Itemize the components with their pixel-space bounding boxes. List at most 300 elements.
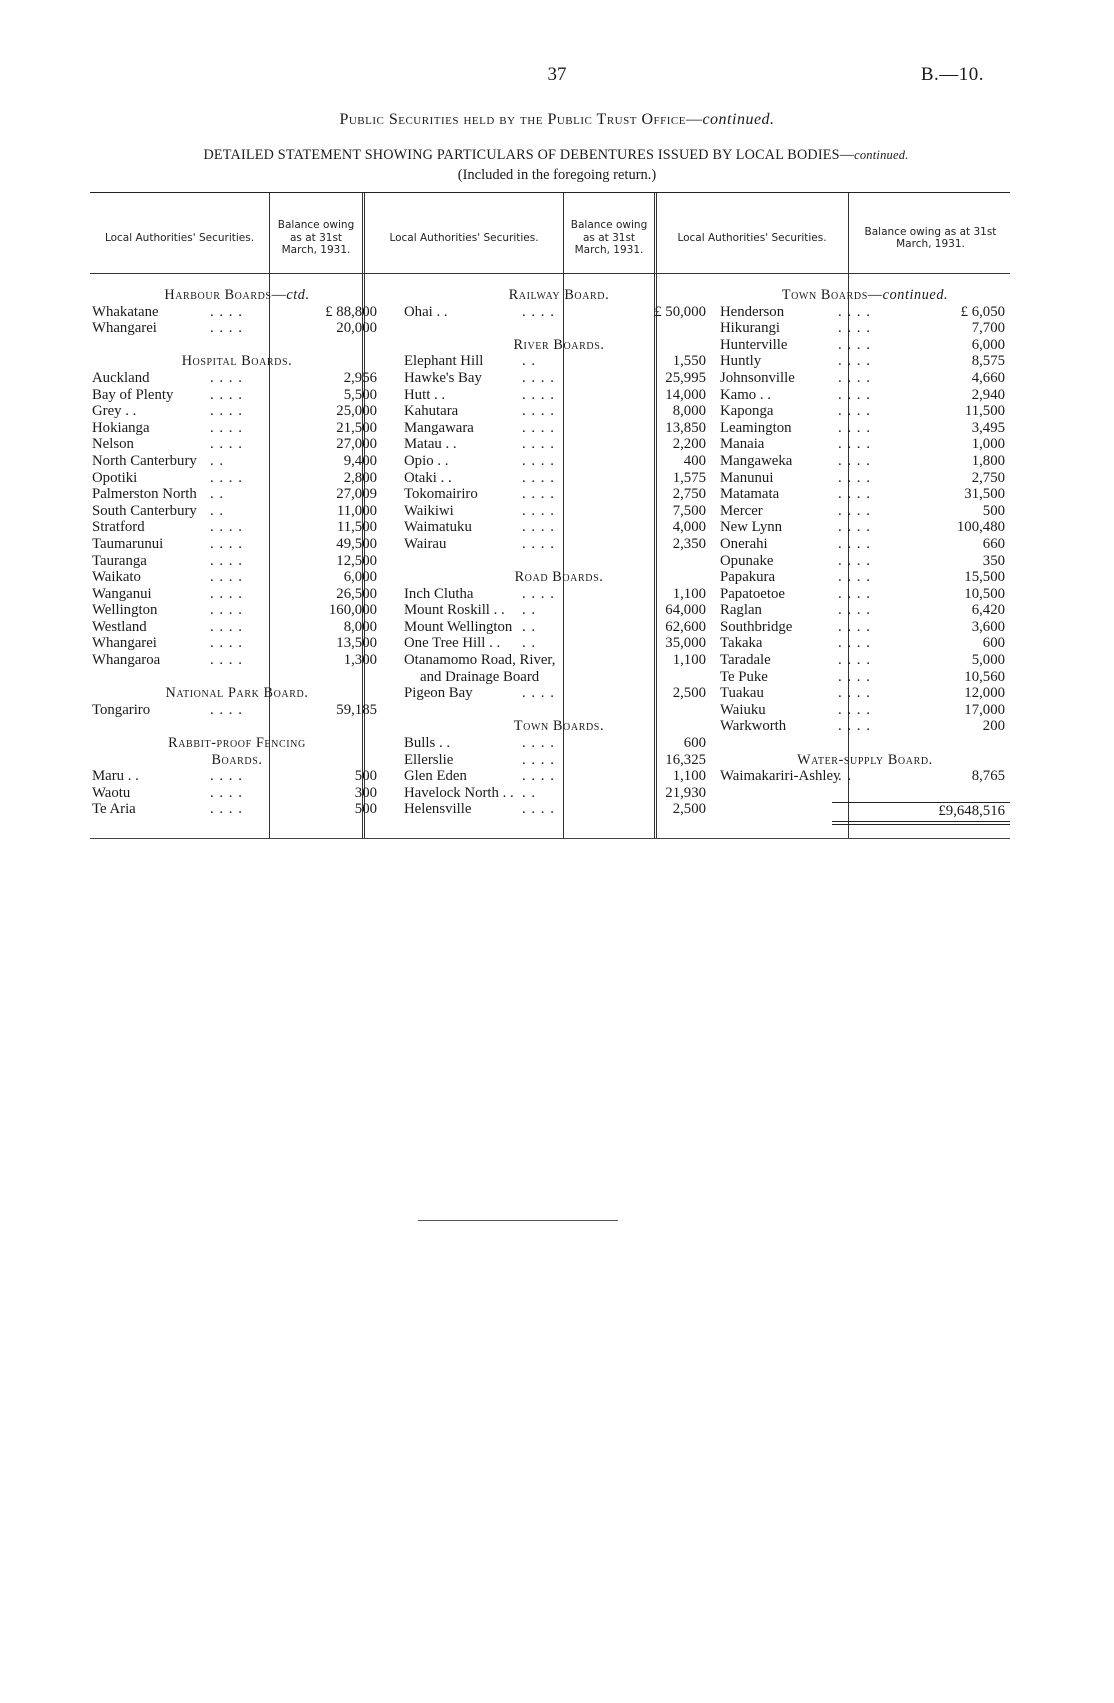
leader-dots: . . . . [838, 701, 871, 718]
leader-dots: . . [522, 784, 537, 801]
table-row [92, 536, 382, 553]
leader-dots: . . . . [838, 419, 871, 436]
authority-name: Tauranga [92, 552, 147, 569]
balance-value: 3,600 [971, 618, 1005, 635]
table-note: (Included in the foregoing return.) [457, 167, 657, 183]
leader-dots: . . . . [838, 668, 871, 685]
authority-name: Glen Eden [404, 768, 467, 785]
balance-value: 2,500 [672, 801, 706, 818]
authority-name: Hutt . . [404, 386, 446, 403]
leader-dots: . . . . [522, 486, 555, 503]
section-heading-text: Railway Board. [508, 287, 610, 303]
authority-name: Wanganui [92, 585, 152, 602]
leader-dots: . . . . [838, 469, 871, 486]
column-header-securities: Local Authorities' Securities. [104, 231, 255, 244]
column-header-balance: Balance owing as at 31st March, 1931. [864, 225, 997, 250]
authority-name: Henderson [720, 303, 785, 320]
table-row [720, 519, 1010, 536]
spacer-row [404, 320, 714, 337]
balance-value: 4,660 [971, 369, 1005, 386]
authority-name: Whangarei [92, 320, 157, 337]
authority-name: Papatoetoe [720, 585, 785, 602]
section-heading-continued: ctd. [286, 287, 310, 303]
authority-name: Johnsonville [720, 369, 795, 386]
leader-dots: . . . . [210, 618, 243, 635]
leader-dots: . . . . [838, 452, 871, 469]
leader-dots: . . . . [210, 801, 243, 818]
balance-value: 6,420 [971, 602, 1005, 619]
leader-dots: . . . . [838, 386, 871, 403]
section-heading-text: Harbour Boards— [164, 287, 287, 303]
balance-value: 11,500 [964, 403, 1005, 420]
section-heading [92, 735, 382, 752]
authority-name: Warkworth [720, 718, 787, 735]
authority-name: Mangaweka [720, 452, 793, 469]
leader-dots: . . . . [838, 336, 871, 353]
leader-dots: . . . . [210, 419, 243, 436]
section-heading [720, 752, 1010, 769]
table-row [92, 304, 382, 321]
table-row [404, 453, 714, 470]
balance-value: 660 [982, 535, 1005, 552]
authority-name: Onerahi [720, 535, 768, 552]
table-row [720, 436, 1010, 453]
authority-name: and Drainage Board [420, 668, 540, 685]
balance-value: £ 6,050 [960, 303, 1005, 320]
leader-dots: . . . . [522, 403, 555, 420]
leader-dots: . . . . [522, 419, 555, 436]
leader-dots: . . . . [210, 585, 243, 602]
table-row [92, 553, 382, 570]
balance-value: 6,000 [343, 569, 377, 586]
balance-value: 11,500 [336, 519, 377, 536]
authority-name: Takaka [720, 635, 763, 652]
leader-dots: . . . . [210, 369, 243, 386]
leader-dots: . . . . [838, 685, 871, 702]
balance-value: 25,995 [665, 369, 706, 386]
balance-value: 500 [354, 768, 377, 785]
leader-dots: . . . . [522, 436, 555, 453]
leader-dots: . . . . [838, 552, 871, 569]
table-row [720, 453, 1010, 470]
authority-name: Mangawara [404, 419, 474, 436]
authority-name: Tuakau [720, 685, 764, 702]
authority-name: Ellerslie [404, 751, 454, 768]
balance-value: 6,000 [971, 336, 1005, 353]
leader-dots: . . [210, 502, 225, 519]
authority-name: Papakura [720, 569, 776, 586]
leader-dots: . . . . [210, 303, 243, 320]
table-row [720, 420, 1010, 437]
leader-dots: . . . . [838, 635, 871, 652]
balance-value: 2,750 [971, 469, 1005, 486]
balance-value: 4,000 [672, 519, 706, 536]
balance-value: 64,000 [665, 602, 706, 619]
total-row [720, 803, 1010, 820]
balance-value: 12,000 [964, 685, 1005, 702]
leader-dots: . . . . [522, 535, 555, 552]
balance-value: £ 88,800 [325, 303, 377, 320]
balance-value: 25,000 [336, 403, 377, 420]
column-header-balance: Balance owing as at 31st March, 1931. [277, 219, 355, 257]
balance-value: 100,480 [956, 519, 1005, 536]
authority-name: Hikurangi [720, 320, 780, 337]
leader-dots: . . . . [838, 502, 871, 519]
authority-name: Taumarunui [92, 535, 164, 552]
table-row [720, 569, 1010, 586]
leader-dots: . . . . [210, 701, 243, 718]
balance-value: 5,500 [343, 386, 377, 403]
leader-dots: . . . . [838, 403, 871, 420]
leader-dots: . . . . [838, 486, 871, 503]
table-row [92, 602, 382, 619]
leader-dots: . . . . [210, 768, 243, 785]
leader-dots: . . . . [522, 469, 555, 486]
table-row [404, 536, 714, 553]
leader-dots: . . . . [838, 519, 871, 536]
section-heading [92, 685, 382, 702]
section-heading-text: Town Boards— [781, 287, 883, 303]
authority-name: Otaki . . [404, 469, 452, 486]
spacer-row [92, 337, 382, 354]
balance-value: 15,500 [964, 569, 1005, 586]
table-row [404, 470, 714, 487]
leader-dots: . . . . [522, 519, 555, 536]
table-row [92, 403, 382, 420]
table-row [404, 370, 714, 387]
authority-name: Waimatuku [404, 519, 472, 536]
authority-name: Hokianga [92, 419, 150, 436]
table-row [720, 652, 1010, 669]
leader-dots: . . . . [522, 768, 555, 785]
balance-value: 200 [982, 718, 1005, 735]
table-row [92, 519, 382, 536]
spacer-row [720, 785, 1010, 802]
balance-value: 21,930 [665, 784, 706, 801]
table-row [92, 436, 382, 453]
balance-value: 2,200 [672, 436, 706, 453]
authority-name: Raglan [720, 602, 762, 619]
column-group-3 [720, 287, 1010, 820]
balance-value: 12,500 [336, 552, 377, 569]
balance-value: 5,000 [971, 652, 1005, 669]
table-row [404, 403, 714, 420]
table-row [92, 420, 382, 437]
authority-name: Taradale [720, 652, 771, 669]
table-row [720, 669, 1010, 686]
authority-name: South Canterbury [92, 502, 197, 519]
column-header-balance: Balance owing as at 31st March, 1931. [570, 219, 648, 257]
section-heading [92, 287, 382, 304]
page-number: 37 [547, 64, 567, 85]
balance-value: 17,000 [964, 701, 1005, 718]
balance-value: 62,600 [665, 618, 706, 635]
leader-dots: . . . . [210, 652, 243, 669]
balance-value: 27,000 [336, 436, 377, 453]
authority-name: Leamington [720, 419, 792, 436]
balance-value: 8,765 [971, 768, 1005, 785]
table-row [720, 470, 1010, 487]
balance-value: 600 [982, 635, 1005, 652]
balance-value: 2,956 [343, 369, 377, 386]
header-rule [90, 273, 1010, 274]
leader-dots: . . . . [522, 452, 555, 469]
authority-name: Waiuku [720, 701, 766, 718]
leader-dots: . . . . [522, 685, 555, 702]
table-row [92, 801, 382, 818]
leader-dots: . . . . [210, 535, 243, 552]
authority-name: Tokomairiro [404, 486, 478, 503]
table-row [92, 569, 382, 586]
section-heading-text: Road Boards. [514, 569, 604, 586]
balance-value: 500 [354, 801, 377, 818]
authority-name: Matau . . [404, 436, 457, 453]
authority-name: New Lynn [720, 519, 783, 536]
section-heading-text: National Park Board. [165, 685, 309, 702]
leader-dots: . . . . [210, 784, 243, 801]
table-row [720, 619, 1010, 636]
balance-value: £ 50,000 [654, 303, 706, 320]
table-row [720, 685, 1010, 702]
section-heading [720, 287, 1010, 304]
leader-dots: . . . . [838, 652, 871, 669]
table-row [92, 652, 382, 669]
balance-value: 20,000 [336, 320, 377, 337]
balance-value: 2,940 [971, 386, 1005, 403]
balance-value: 600 [683, 735, 706, 752]
authority-name: Maru . . [92, 768, 139, 785]
section-heading [92, 353, 382, 370]
authority-name: Wellington [92, 602, 158, 619]
leader-dots: . . . . [210, 386, 243, 403]
authority-name: Matamata [720, 486, 780, 503]
table-row [92, 470, 382, 487]
leader-dots: . . . . [210, 436, 243, 453]
authority-name: Mount Wellington [404, 618, 513, 635]
balance-value: 1,000 [971, 436, 1005, 453]
balance-value: 1,550 [672, 353, 706, 370]
authority-name: Whangaroa [92, 652, 161, 669]
title-text: Public Securities held by the Public Trust Office— [339, 111, 703, 128]
balance-value: 13,850 [665, 419, 706, 436]
column-header-securities: Local Authorities' Securities. [389, 231, 539, 244]
table-row [404, 353, 714, 370]
table-row [404, 752, 714, 769]
section-heading [92, 752, 382, 769]
section-heading-text: River Boards. [513, 336, 605, 353]
leader-dots: . . [210, 486, 225, 503]
balance-value: 2,350 [672, 535, 706, 552]
table-row [92, 503, 382, 520]
balance-value: 21,500 [336, 419, 377, 436]
leader-dots: . . . . [210, 569, 243, 586]
leader-dots: . . . . [838, 369, 871, 386]
authority-name: Otanamomo Road, River, [404, 652, 556, 669]
authority-name: Waikato [92, 569, 141, 586]
balance-value: 1,575 [672, 469, 706, 486]
page-subtitle [96, 147, 1016, 164]
authority-name: Auckland [92, 369, 150, 386]
balance-value: 59,185 [336, 701, 377, 718]
column-group-1 [92, 287, 382, 818]
table-row [720, 768, 1010, 785]
leader-dots: . . . . [838, 585, 871, 602]
table-row [92, 635, 382, 652]
balance-value: 26,500 [336, 585, 377, 602]
table-row [720, 320, 1010, 337]
table-row [720, 403, 1010, 420]
table-row [720, 536, 1010, 553]
authority-name: Huntly [720, 353, 762, 370]
table-row [404, 519, 714, 536]
table-row [404, 503, 714, 520]
authority-name: Havelock North . . [404, 784, 514, 801]
table-row [720, 337, 1010, 354]
leader-dots: . . [522, 602, 537, 619]
table-row [404, 619, 714, 636]
table-row [720, 602, 1010, 619]
column-group-2 [404, 287, 714, 818]
authority-name: Bay of Plenty [92, 386, 174, 403]
balance-value: 10,560 [964, 668, 1005, 685]
authority-name: Manunui [720, 469, 774, 486]
authority-name: Kamo . . [720, 386, 771, 403]
leader-dots: . . . . [838, 320, 871, 337]
table-row [404, 801, 714, 818]
balance-value: 7,500 [672, 502, 706, 519]
table-row [404, 586, 714, 603]
balance-value: 400 [683, 452, 706, 469]
balance-value: 3,495 [971, 419, 1005, 436]
balance-value: 11,000 [336, 502, 377, 519]
balance-value: 49,500 [336, 535, 377, 552]
table-row [404, 669, 714, 686]
authority-name: Elephant Hill [404, 353, 484, 370]
document-reference: B.—10. [920, 64, 984, 85]
balance-value: 16,325 [665, 751, 706, 768]
table-row [404, 486, 714, 503]
authority-name: North Canterbury [92, 452, 197, 469]
leader-dots: . . . . [210, 469, 243, 486]
leader-dots: . . . . [838, 618, 871, 635]
leader-dots: . . [838, 768, 853, 785]
table-row [720, 586, 1010, 603]
leader-dots: . . . . [210, 552, 243, 569]
table-row [92, 586, 382, 603]
leader-dots: . . [522, 618, 537, 635]
leader-dots: . . [210, 452, 225, 469]
leader-dots: . . . . [522, 502, 555, 519]
leader-dots: . . . . [522, 735, 555, 752]
section-heading-text: Rabbit-proof Fencing [168, 735, 306, 752]
balance-value: 350 [982, 552, 1005, 569]
authority-name: Whakatane [92, 303, 159, 320]
authority-name: Te Puke [720, 668, 768, 685]
authority-name: Tongariro [92, 701, 151, 718]
table-row [92, 453, 382, 470]
section-heading [404, 287, 714, 304]
authority-name: Hunterville [720, 336, 788, 353]
table-row [404, 387, 714, 404]
spacer-row [92, 718, 382, 735]
leader-dots: . . . . [210, 403, 243, 420]
leader-dots: . . . . [838, 436, 871, 453]
total-rule-top [832, 802, 1010, 803]
spacer-row [404, 702, 714, 719]
table-row [404, 735, 714, 752]
table-row [92, 387, 382, 404]
balance-value: 8,000 [343, 618, 377, 635]
balance-value: 9,400 [343, 452, 377, 469]
authority-name: Nelson [92, 436, 134, 453]
spacer-row [404, 553, 714, 570]
grand-total: £9,648,516 [938, 803, 1005, 820]
leader-dots: . . . . [838, 535, 871, 552]
balance-value: 8,575 [971, 353, 1005, 370]
authority-name: Mercer [720, 502, 763, 519]
spacer-row [720, 735, 1010, 752]
authority-name: Southbridge [720, 618, 793, 635]
balance-value: 2,750 [672, 486, 706, 503]
balance-value: 35,000 [665, 635, 706, 652]
section-heading-text: Town Boards. [513, 718, 605, 735]
section-heading-text: Water-supply Board. [797, 751, 933, 768]
authority-name: Grey . . [92, 403, 137, 420]
balance-value: 160,000 [328, 602, 377, 619]
leader-dots: . . . . [210, 602, 243, 619]
authority-name: Bulls . . [404, 735, 451, 752]
total-rule-bottom [832, 821, 1010, 825]
table-row [92, 702, 382, 719]
authority-name: Manaia [720, 436, 765, 453]
table-row [720, 387, 1010, 404]
leader-dots: . . . . [522, 386, 555, 403]
footer-rule [418, 1220, 618, 1221]
balance-value: 14,000 [665, 386, 706, 403]
table-row [404, 420, 714, 437]
balance-value: 27,009 [336, 486, 377, 503]
table-row [404, 436, 714, 453]
page-title [0, 111, 1114, 129]
leader-dots: . . . . [522, 585, 555, 602]
table-row [720, 718, 1010, 735]
leader-dots: . . . . [522, 801, 555, 818]
leader-dots: . . . . [522, 303, 555, 320]
authority-name: Whangarei [92, 635, 157, 652]
section-heading [404, 718, 714, 735]
subtitle-continued: continued. [854, 148, 909, 162]
authority-name: Mount Roskill . . [404, 602, 505, 619]
leader-dots: . . [522, 353, 537, 370]
balance-value: 1,100 [672, 768, 706, 785]
table-row [404, 652, 714, 669]
balance-value: 31,500 [964, 486, 1005, 503]
leader-dots: . . . . [838, 303, 871, 320]
balance-value: 10,500 [964, 585, 1005, 602]
leader-dots: . . [522, 635, 537, 652]
table-row [720, 353, 1010, 370]
authority-name: Waimakariri-Ashley [720, 768, 841, 785]
balance-value: 1,800 [971, 452, 1005, 469]
balance-value: 300 [354, 784, 377, 801]
section-heading-text: Boards. [211, 751, 263, 768]
section-heading [404, 569, 714, 586]
leader-dots: . . . . [522, 751, 555, 768]
authority-name: Te Aria [92, 801, 136, 818]
authority-name: Pigeon Bay [404, 685, 473, 702]
table-row [720, 304, 1010, 321]
table-row [404, 602, 714, 619]
